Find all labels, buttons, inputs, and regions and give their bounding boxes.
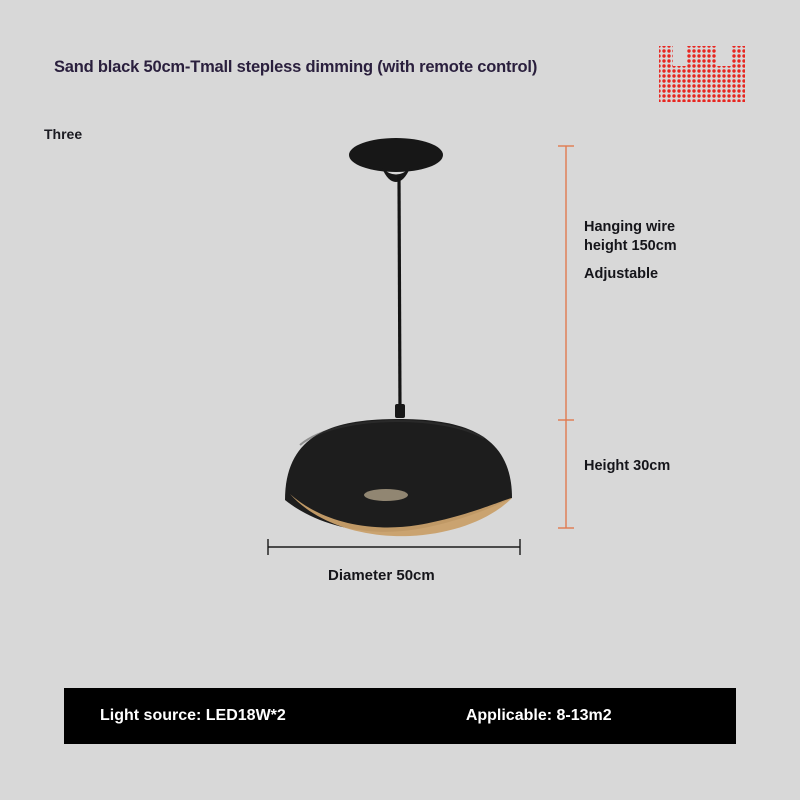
hanging-cord [399, 176, 400, 412]
shade-inner-glow [290, 494, 512, 536]
hanging-wire-line2: height 150cm [584, 238, 677, 254]
light-source-spec: Light source: LED18W*2 [100, 707, 286, 724]
hanging-wire-dimension-label [584, 218, 677, 256]
ceiling-canopy [349, 138, 443, 172]
hanging-wire-line1: Hanging wire [584, 219, 676, 235]
height-dimension-label: Height 30cm [584, 458, 671, 474]
page-title: Sand black 50cm-Tmall stepless dimming (with remote control) [54, 58, 538, 76]
shade-sheen [300, 421, 484, 445]
variant-label: Three [44, 126, 83, 142]
diameter-dimension-label: Diameter 50cm [328, 567, 435, 584]
tmall-dotted-logo [657, 44, 747, 104]
applicable-area-spec: Applicable: 8-13m2 [465, 707, 612, 724]
lamp-shade [285, 419, 512, 532]
cord-connector [395, 404, 405, 418]
adjustable-label: Adjustable [584, 266, 659, 282]
light-highlight [364, 489, 408, 501]
spec-bar [64, 688, 736, 744]
canopy-neck [382, 168, 410, 182]
